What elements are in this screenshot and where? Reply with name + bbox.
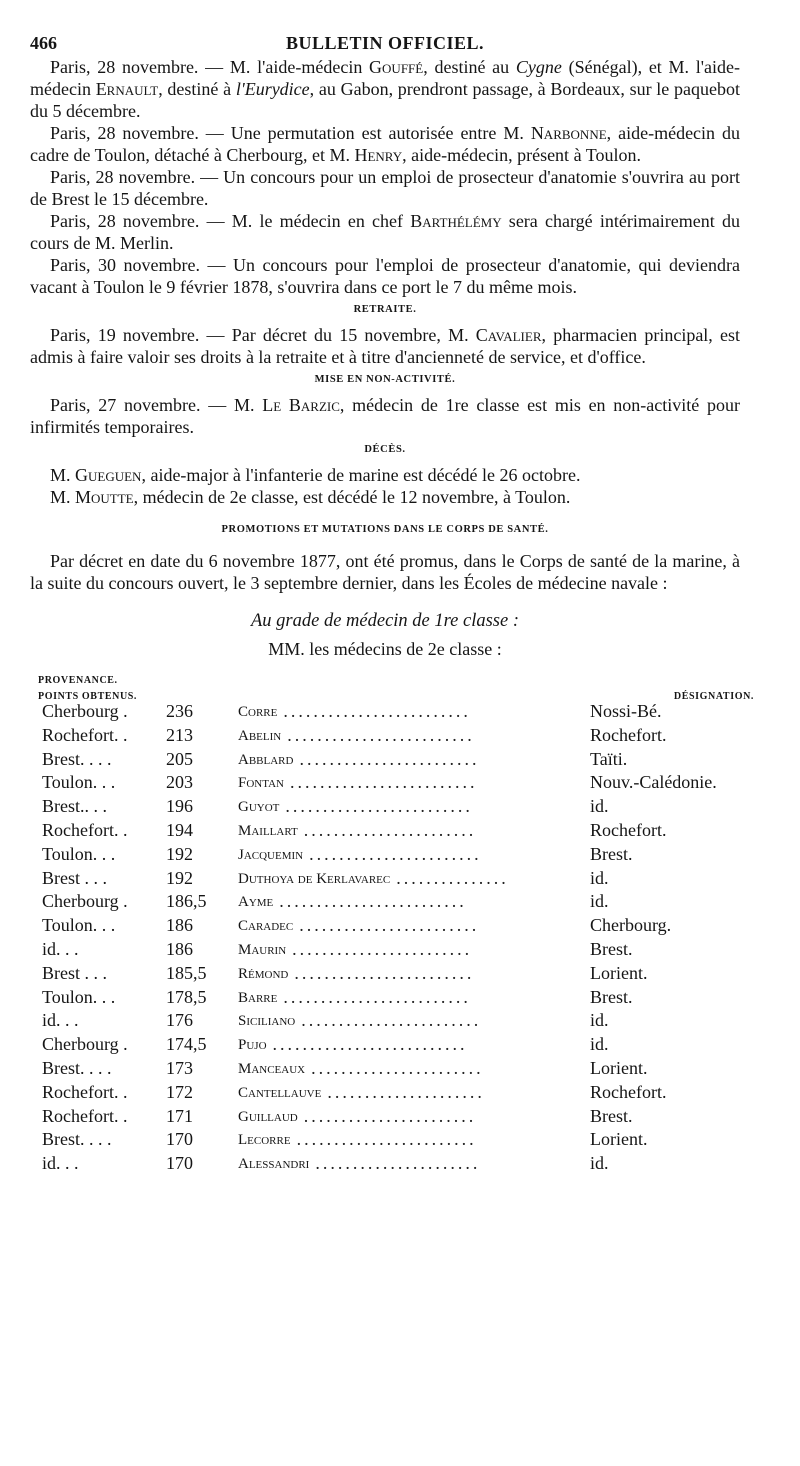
roster-row xyxy=(30,795,740,819)
retraite-paragraph xyxy=(30,324,740,368)
leader-dots: ........................ xyxy=(301,1010,482,1031)
designation-cell: Brest. xyxy=(590,843,633,864)
announcements xyxy=(30,56,740,298)
points-cell: 170 xyxy=(166,1129,193,1150)
provenance-cell: Brest. . . . xyxy=(42,1057,112,1078)
name-cell: Abelin xyxy=(238,727,282,744)
roster-row xyxy=(30,724,740,748)
person-name: Moutte xyxy=(75,487,134,507)
name-cell: Maurin xyxy=(238,941,287,958)
points-cell: 213 xyxy=(166,724,193,745)
section-heading-retraite: RETRAITE. xyxy=(353,304,417,315)
name-cell: Barre xyxy=(238,989,278,1006)
page-number: 466 xyxy=(30,33,57,53)
name-cell: Duthoya de Kerlavarec xyxy=(238,870,391,887)
leader-dots: ......................... xyxy=(283,701,471,721)
announcement-paragraph xyxy=(30,254,740,298)
roster-row xyxy=(30,1033,740,1057)
leader-dots: ....................... xyxy=(303,1105,477,1126)
provenance-cell: Brest. . . . xyxy=(42,748,112,769)
provenance-cell: Brest . . . xyxy=(42,867,107,888)
text-run: Paris, 28 novembre. — M. l'aide-médecin xyxy=(50,57,370,77)
points-cell: 203 xyxy=(166,772,193,793)
person-name: Barthélémy xyxy=(410,211,502,231)
points-cell: 186,5 xyxy=(166,891,207,912)
promotion-roster xyxy=(30,700,740,1176)
text-run: , aide-major à l'infanterie de marine est décédé le 26 octobre. xyxy=(141,465,581,485)
deces-entry xyxy=(30,486,740,508)
column-provenance: PROVENANCE. xyxy=(38,675,118,686)
leader-dots: ....................... xyxy=(303,819,477,840)
designation-cell: id. xyxy=(590,1034,609,1055)
designation-cell: Lorient. xyxy=(590,1129,648,1150)
designation-cell: Rochefort. xyxy=(590,819,667,840)
page-header xyxy=(30,26,740,56)
roster-row xyxy=(30,1009,740,1033)
leader-dots: .......................... xyxy=(272,1034,468,1055)
announcement-paragraph xyxy=(30,210,740,254)
roster-row xyxy=(30,890,740,914)
name-cell: Pujo xyxy=(238,1037,267,1054)
section-heading-non-activite: MISE EN NON-ACTIVITÉ. xyxy=(314,374,456,385)
text-run: , médecin de 2e classe, est décédé le 12 novembre, à Toulon. xyxy=(133,487,571,507)
text-run: , aide-médecin du cadre de Toulon, détaché à Cherbourg, et M. xyxy=(30,123,740,165)
column-designation: DÉSIGNATION. xyxy=(673,691,754,702)
person-name: Gueguen xyxy=(75,465,142,485)
designation-cell: Rochefort. xyxy=(590,1081,667,1102)
roster-row xyxy=(30,748,740,772)
provenance-cell: Toulon. . . xyxy=(42,986,116,1007)
name-cell: Siciliano xyxy=(238,1013,296,1030)
provenance-cell: Brest . . . xyxy=(42,962,107,983)
leader-dots: ......................... xyxy=(279,891,467,912)
leader-dots: ........................ xyxy=(294,962,475,983)
name-cell: Guyot xyxy=(238,799,280,816)
promotions-intro: Par décret en date du 6 novembre 1877, ont été promus, dans le Corps de santé de la marine, à la suite du concours ouvert, le 3 septembre dernier, dans les Écoles de médecine navale : xyxy=(30,551,740,593)
points-cell: 186 xyxy=(166,938,193,959)
provenance-cell: Rochefort. . xyxy=(42,1105,128,1126)
name-cell: Ayme xyxy=(238,894,274,911)
provenance-cell: id. . . xyxy=(42,938,79,959)
leader-dots: ........................ xyxy=(292,938,473,959)
grade-text: Au grade de médecin de 1re classe : xyxy=(251,611,519,631)
designation-cell: Brest. xyxy=(590,938,633,959)
person-name: Henry xyxy=(354,145,403,165)
roster-row xyxy=(30,1081,740,1105)
provenance-cell: Rochefort. . xyxy=(42,1081,128,1102)
points-cell: 236 xyxy=(166,701,193,721)
provenance-cell: Cherbourg . xyxy=(42,701,128,721)
roster-row xyxy=(30,819,740,843)
name-cell: Caradec xyxy=(238,918,294,935)
points-cell: 185,5 xyxy=(166,962,207,983)
points-cell: 172 xyxy=(166,1081,193,1102)
text-run: M. xyxy=(50,487,76,507)
points-cell: 173 xyxy=(166,1057,193,1078)
roster-column-headers xyxy=(30,666,754,702)
text-run: Paris, 27 novembre. — M. xyxy=(50,395,263,415)
designation-cell: id. xyxy=(590,891,609,912)
name-cell: Rémond xyxy=(238,965,289,982)
leader-dots: ......................... xyxy=(287,724,475,745)
italic-text: l'Eurydice xyxy=(235,79,310,99)
person-name: Gouffé xyxy=(369,57,424,77)
name-cell: Guillaud xyxy=(238,1108,298,1125)
name-cell: Lecorre xyxy=(238,1132,291,1149)
provenance-cell: Brest.. . . xyxy=(42,796,107,817)
points-cell: 194 xyxy=(166,819,193,840)
designation-cell: Cherbourg. xyxy=(590,915,672,936)
announcement-paragraph xyxy=(30,122,740,166)
running-title: BULLETIN OFFICIEL. xyxy=(285,33,485,53)
roster-row xyxy=(30,1105,740,1129)
leader-dots: ....................... xyxy=(311,1057,484,1078)
leader-dots: ...................... xyxy=(315,1153,481,1174)
leader-dots: ......................... xyxy=(283,986,471,1007)
roster-row xyxy=(30,1057,740,1081)
points-cell: 196 xyxy=(166,796,193,817)
text-run: Paris, 28 novembre. — M. le médecin en chef xyxy=(50,211,411,231)
name-cell: Fontan xyxy=(238,775,284,792)
designation-cell: id. xyxy=(590,796,609,817)
designation-cell: Nouv.-Calédonie. xyxy=(590,772,717,793)
provenance-cell: Brest. . . . xyxy=(42,1129,112,1150)
announcement-paragraph xyxy=(30,166,740,210)
deces-list xyxy=(30,464,740,508)
provenance-cell: Rochefort. . xyxy=(42,724,128,745)
column-points: POINTS OBTENUS. xyxy=(38,691,138,702)
text-run: , pharmacien principal, est admis à faire valoir ses droits à la retraite et à titre d'ancienneté de service, et d'office. xyxy=(30,325,740,367)
points-cell: 174,5 xyxy=(166,1034,207,1055)
leader-dots: ..................... xyxy=(327,1081,485,1102)
roster-row xyxy=(30,962,740,986)
name-cell: Corre xyxy=(238,704,278,720)
text-run: Paris, 19 novembre. — Par décret du 15 novembre, M. xyxy=(50,325,476,345)
roster-row xyxy=(30,700,740,724)
name-cell: Jacquemin xyxy=(238,846,304,863)
text-run: , médecin de 1re classe est mis en non-activité pour infirmités temporaires. xyxy=(30,395,741,437)
text-run: Paris, 28 novembre. — Un concours pour un emploi de prosecteur d'anatomie s'ouvrira au port de Brest le 15 décembre. xyxy=(30,167,740,209)
text-run: Paris, 30 novembre. — Un concours pour l'emploi de prosecteur d'anatomie, qui deviendra vacant à Toulon le 9 février 1878, s'ouvrira dans ce port le 7 du même mois. xyxy=(30,255,740,297)
leader-dots: ........................ xyxy=(296,1129,477,1150)
designation-cell: Nossi-Bé. xyxy=(590,701,662,721)
designation-cell: Brest. xyxy=(590,1105,633,1126)
leader-dots: ............... xyxy=(396,867,509,888)
text-run: , au Gabon, prendront passage, à Bordeaux, sur le paquebot du 5 décembre. xyxy=(30,79,740,121)
roster-row xyxy=(30,1152,740,1176)
person-name: Cavalier xyxy=(475,325,542,345)
points-cell: 192 xyxy=(166,843,193,864)
designation-cell: id. xyxy=(590,867,609,888)
points-cell: 176 xyxy=(166,1010,193,1031)
roster-row xyxy=(30,771,740,795)
leader-dots: ......................... xyxy=(289,772,478,793)
points-cell: 170 xyxy=(166,1153,193,1174)
section-heading-promotions: PROMOTIONS ET MUTATIONS DANS LE CORPS DE SANTÉ. xyxy=(221,524,549,535)
points-cell: 171 xyxy=(166,1105,193,1126)
leader-dots: ........................ xyxy=(299,748,480,769)
text-run: (Sénégal), et M. l'aide-médecin xyxy=(30,57,740,99)
roster-row xyxy=(30,914,740,938)
points-cell: 205 xyxy=(166,748,193,769)
person-name: Narbonne xyxy=(530,123,607,143)
text-run: , destiné à xyxy=(158,79,236,99)
designation-cell: id. xyxy=(590,1153,609,1174)
deces-entry xyxy=(30,464,740,486)
points-cell: 186 xyxy=(166,915,193,936)
italic-text: Cygne xyxy=(515,57,562,77)
name-cell: Cantellauve xyxy=(238,1084,322,1101)
provenance-cell: Toulon. . . xyxy=(42,843,116,864)
designation-cell: id. xyxy=(590,1010,609,1031)
name-cell: Abblard xyxy=(238,751,294,768)
points-cell: 192 xyxy=(166,867,193,888)
provenance-cell: Cherbourg . xyxy=(42,1034,128,1055)
designation-cell: Lorient. xyxy=(590,1057,648,1078)
person-name: Ernault xyxy=(95,79,159,99)
text-run: , destiné au xyxy=(423,57,516,77)
provenance-cell: Toulon. . . xyxy=(42,772,116,793)
provenance-cell: Cherbourg . xyxy=(42,891,128,912)
grade-subtitle-text: MM. les médecins de 2e classe : xyxy=(268,639,502,659)
name-cell: Manceaux xyxy=(238,1060,306,1077)
roster-row xyxy=(30,843,740,867)
text-run: M. xyxy=(50,465,76,485)
leader-dots: ....................... xyxy=(309,843,482,864)
roster-row xyxy=(30,867,740,891)
roster-row xyxy=(30,938,740,962)
leader-dots: ......................... xyxy=(285,796,473,817)
text-run: sera chargé intérimairement du cours de M. Merlin. xyxy=(30,211,740,253)
points-cell: 178,5 xyxy=(166,986,207,1007)
announcement-paragraph xyxy=(30,56,740,122)
document-page xyxy=(30,26,754,1176)
leader-dots: ........................ xyxy=(299,915,480,936)
name-cell: Maillart xyxy=(238,822,298,839)
designation-cell: Rochefort. xyxy=(590,724,667,745)
section-heading-deces: DÉCÈS. xyxy=(364,444,406,455)
non-activite-paragraph xyxy=(30,394,740,438)
designation-cell: Taïti. xyxy=(590,748,628,769)
text-run: , aide-médecin, présent à Toulon. xyxy=(402,145,641,165)
name-cell: Alessandri xyxy=(238,1156,310,1173)
grade-subtitle xyxy=(30,638,740,660)
person-name: Le Barzic xyxy=(262,395,340,415)
text-run: Paris, 28 novembre. — Une permutation est autorisée entre M. xyxy=(50,123,531,143)
grade-title xyxy=(30,610,740,632)
provenance-cell: Rochefort. . xyxy=(42,819,128,840)
designation-cell: Brest. xyxy=(590,986,633,1007)
roster-row xyxy=(30,986,740,1010)
provenance-cell: Toulon. . . xyxy=(42,915,116,936)
designation-cell: Lorient. xyxy=(590,962,648,983)
provenance-cell: id. . . xyxy=(42,1153,79,1174)
provenance-cell: id. . . xyxy=(42,1010,79,1031)
roster-row xyxy=(30,1128,740,1152)
